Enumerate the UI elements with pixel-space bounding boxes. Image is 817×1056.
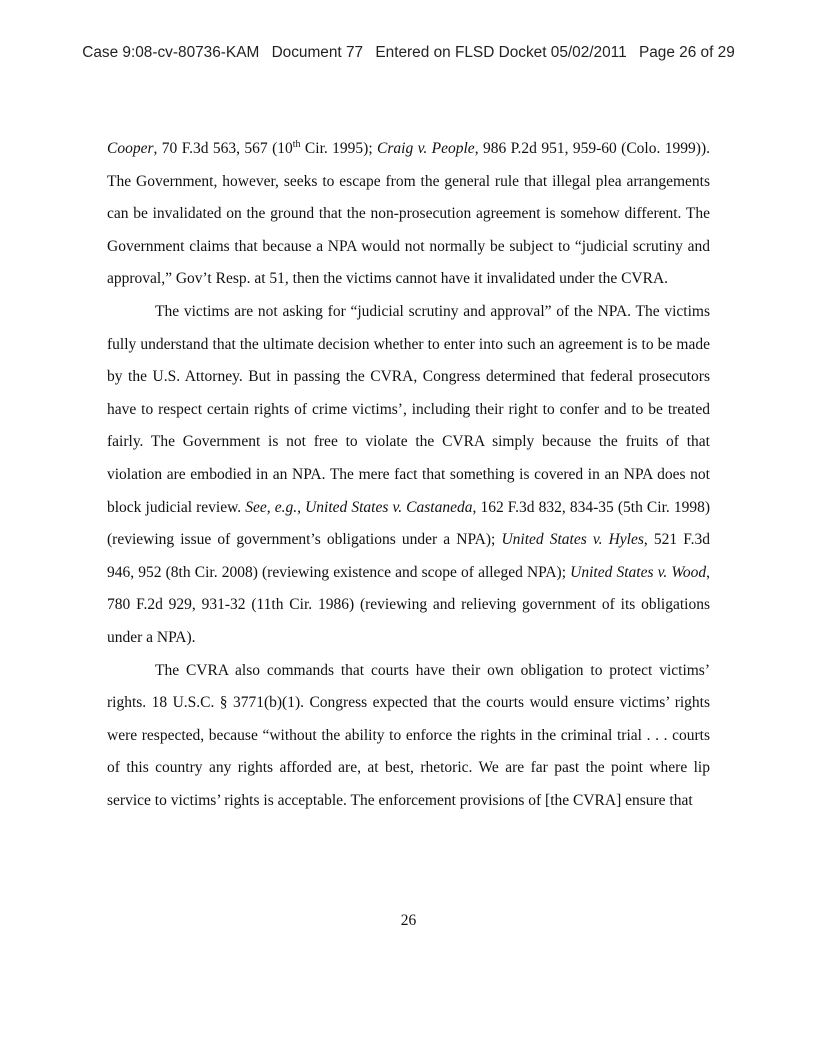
citation-text: , 780 F.2d 929, 931-32 (11th Cir. 1986) (reviewing and relieving government of its obligations under a NPA). (107, 563, 710, 646)
citation-text: , 521 F.3d 946, 952 (8th Cir. 2008) (reviewing existence and scope of alleged NPA); (107, 531, 710, 581)
page-number: 26 (400, 912, 417, 929)
paragraph-3 (107, 655, 710, 818)
citation-wood: United States v. Wood (570, 563, 707, 581)
ordinal-superscript: th (292, 138, 301, 150)
docket-entry: Entered on FLSD Docket 05/02/2011 (375, 44, 627, 61)
paragraph-text: The victims are not asking for “judicial scrutiny and approval” of the NPA. The victims fully understand that the ultimate decision whether to enter into such an agreement is to be made by the U.S. Attorney. But in passing the CVRA, Congress determined that federal prosecutors have to respect certain rights of crime victims’, including their right to confer and to be treated fairly. The Government is not free to violate the CVRA simply because the fruits of that violation are embodied in an NPA. The mere fact that something is covered in an NPA does not block judicial review. (107, 302, 710, 516)
document-number: Document 77 (271, 44, 364, 61)
case-number: Case 9:08-cv-80736-KAM (82, 44, 260, 61)
paragraph-2 (107, 296, 710, 655)
citation-text: Cir. 1995); (300, 140, 378, 157)
page-count: Page 26 of 29 (638, 44, 735, 61)
paragraph-text: , 986 P.2d 951, 959-60 (Colo. 1999)). The Government, however, seeks to escape from the general rule that illegal plea arrangements can be invalidated on the ground that the non-prosecution agreement is somehow different. The Government claims that because a NPA would not normally be subject to “judicial scrutiny and approval,” Gov’t Resp. at 51, then the victims cannot have it invalidated under the CVRA. (107, 140, 710, 288)
citation-text: , 70 F.3d 563, 567 (10 (153, 140, 293, 157)
paragraph-text: The CVRA also commands that courts have their own obligation to protect victims’ rights. 18 U.S.C. § 3771(b)(1). Congress expected that the courts would ensure victims’ rights were respected, because “without the ability to enforce the rights in the criminal trial . . . courts of this country any rights afforded are, at best, rhetoric. We are far past the point where lip service to victims’ rights is acceptable. The enforcement provisions of [the CVRA] ensure that (107, 661, 710, 809)
citation-text: , 162 F.3d 832, 834-35 (5th Cir. 1998) (reviewing issue of government’s obligations under a NPA); (107, 498, 711, 549)
citation-craig: Craig v. People (377, 140, 475, 157)
document-body (107, 133, 710, 817)
citation-hyles: United States v. Hyles (501, 531, 644, 549)
paragraph-1 (107, 133, 710, 296)
docket-header (0, 44, 817, 62)
citation-castaneda: See, e.g., United States v. Castaneda (245, 498, 473, 516)
citation-cooper: Cooper (107, 140, 154, 157)
